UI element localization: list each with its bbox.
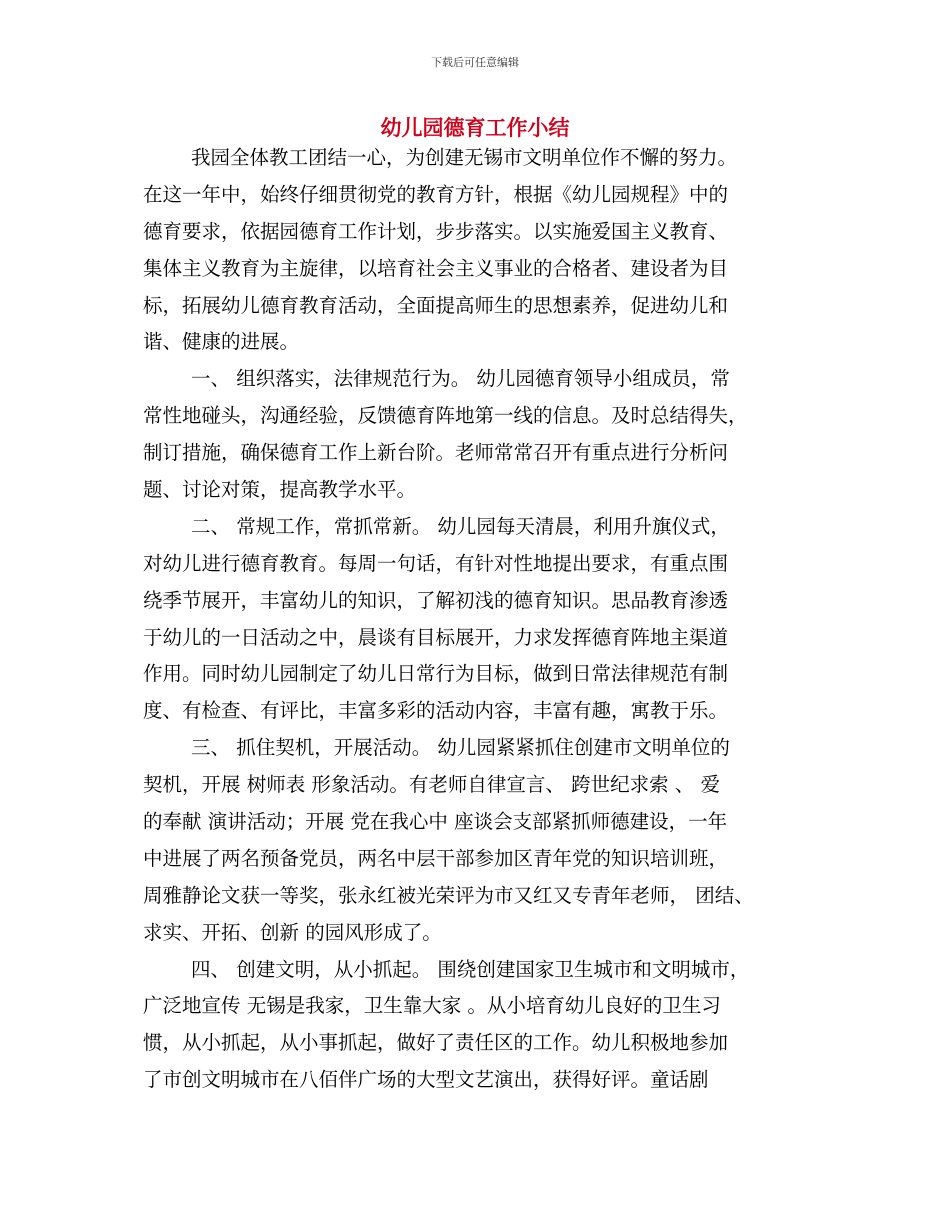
document-body xyxy=(143,140,823,1099)
text-line: 常性地碰头，沟通经验，反馈德育阵地第一线的信息。及时总结得失， xyxy=(143,404,748,428)
text-line: 惯，从小抓起，从小事抓起，做好了责任区的工作。幼儿积极地参加 xyxy=(143,1031,729,1055)
text-line: 三、 抓住契机，开展活动。 幼儿园紧紧抓住创建市文明单位的 xyxy=(191,736,730,760)
text-line: 我园全体教工团结一心，为创建无锡市文明单位作不懈的努力。 xyxy=(191,146,738,169)
text-line: 二、 常规工作，常抓常新。 幼儿园每天清晨，利用升旗仪式， xyxy=(191,514,730,538)
text-line: 中进展了两名预备党员，两名中层干部参加区青年党的知识培训班， xyxy=(143,846,729,870)
text-line: 制订措施，确保德育工作上新台阶。老师常常召开有重点进行分析问 xyxy=(143,441,729,465)
document-title: 幼儿园德育工作小结 xyxy=(380,116,570,140)
text-line: 一、 组织落实，法律规范行为。 幼儿园德育领导小组成员，常 xyxy=(191,367,730,391)
text-line: 德育要求，依据园德育工作计划，步步落实。以实施爱国主义教育、 xyxy=(143,219,729,243)
text-line: 对幼儿进行德育教育。每周一句话，有针对性地提出要求，有重点围 xyxy=(143,551,729,575)
header-note: 下载后可任意编辑 xyxy=(431,56,519,69)
text-line: 契机，开展 树师表 形象活动。有老师自律宣言、 跨世纪求索 、 爱 xyxy=(143,773,720,797)
text-line: 谐、健康的进展。 xyxy=(143,330,300,354)
text-line: 作用。同时幼儿园制定了幼儿日常行为目标，做到日常法律规范有制 xyxy=(143,662,729,686)
text-line: 广泛地宣传 无锡是我家，卫生靠大家 。从小培育幼儿良好的卫生习 xyxy=(143,994,721,1018)
text-line: 集体主义教育为主旋律，以培育社会主义事业的合格者、建设者为目 xyxy=(143,256,729,280)
text-line: 在这一年中，始终仔细贯彻党的教育方针，根据《幼儿园规程》中的 xyxy=(143,182,729,206)
text-line: 标，拓展幼儿德育教育活动，全面提高师生的思想素养，促进幼儿和 xyxy=(143,293,729,317)
text-line: 求实、开拓、创新 的园风形成了。 xyxy=(143,920,442,944)
text-line: 了市创文明城市在八佰伴广场的大型文艺演出，获得好评。童话剧 xyxy=(143,1068,709,1092)
text-line: 题、讨论对策，提高教学水平。 xyxy=(143,478,417,502)
text-line: 四、 创建文明，从小抓起。 围绕创建国家卫生城市和文明城市， xyxy=(191,957,750,981)
text-line: 于幼儿的一日活动之中，晨谈有目标展开，力求发挥德育阵地主渠道 xyxy=(143,625,729,649)
text-line: 度、有检查、有评比，丰富多彩的活动内容，丰富有趣，寓教于乐。 xyxy=(143,699,729,723)
text-line: 绕季节展开，丰富幼儿的知识，了解初浅的德育知识。思品教育渗透 xyxy=(143,588,729,612)
text-line: 的奉献 演讲活动；开展 党在我心中 座谈会支部紧抓师德建设，一年 xyxy=(143,810,728,834)
text-line: 周雅静论文获一等奖，张永红被光荣评为市又红又专青年老师， 团结、 xyxy=(143,883,754,907)
